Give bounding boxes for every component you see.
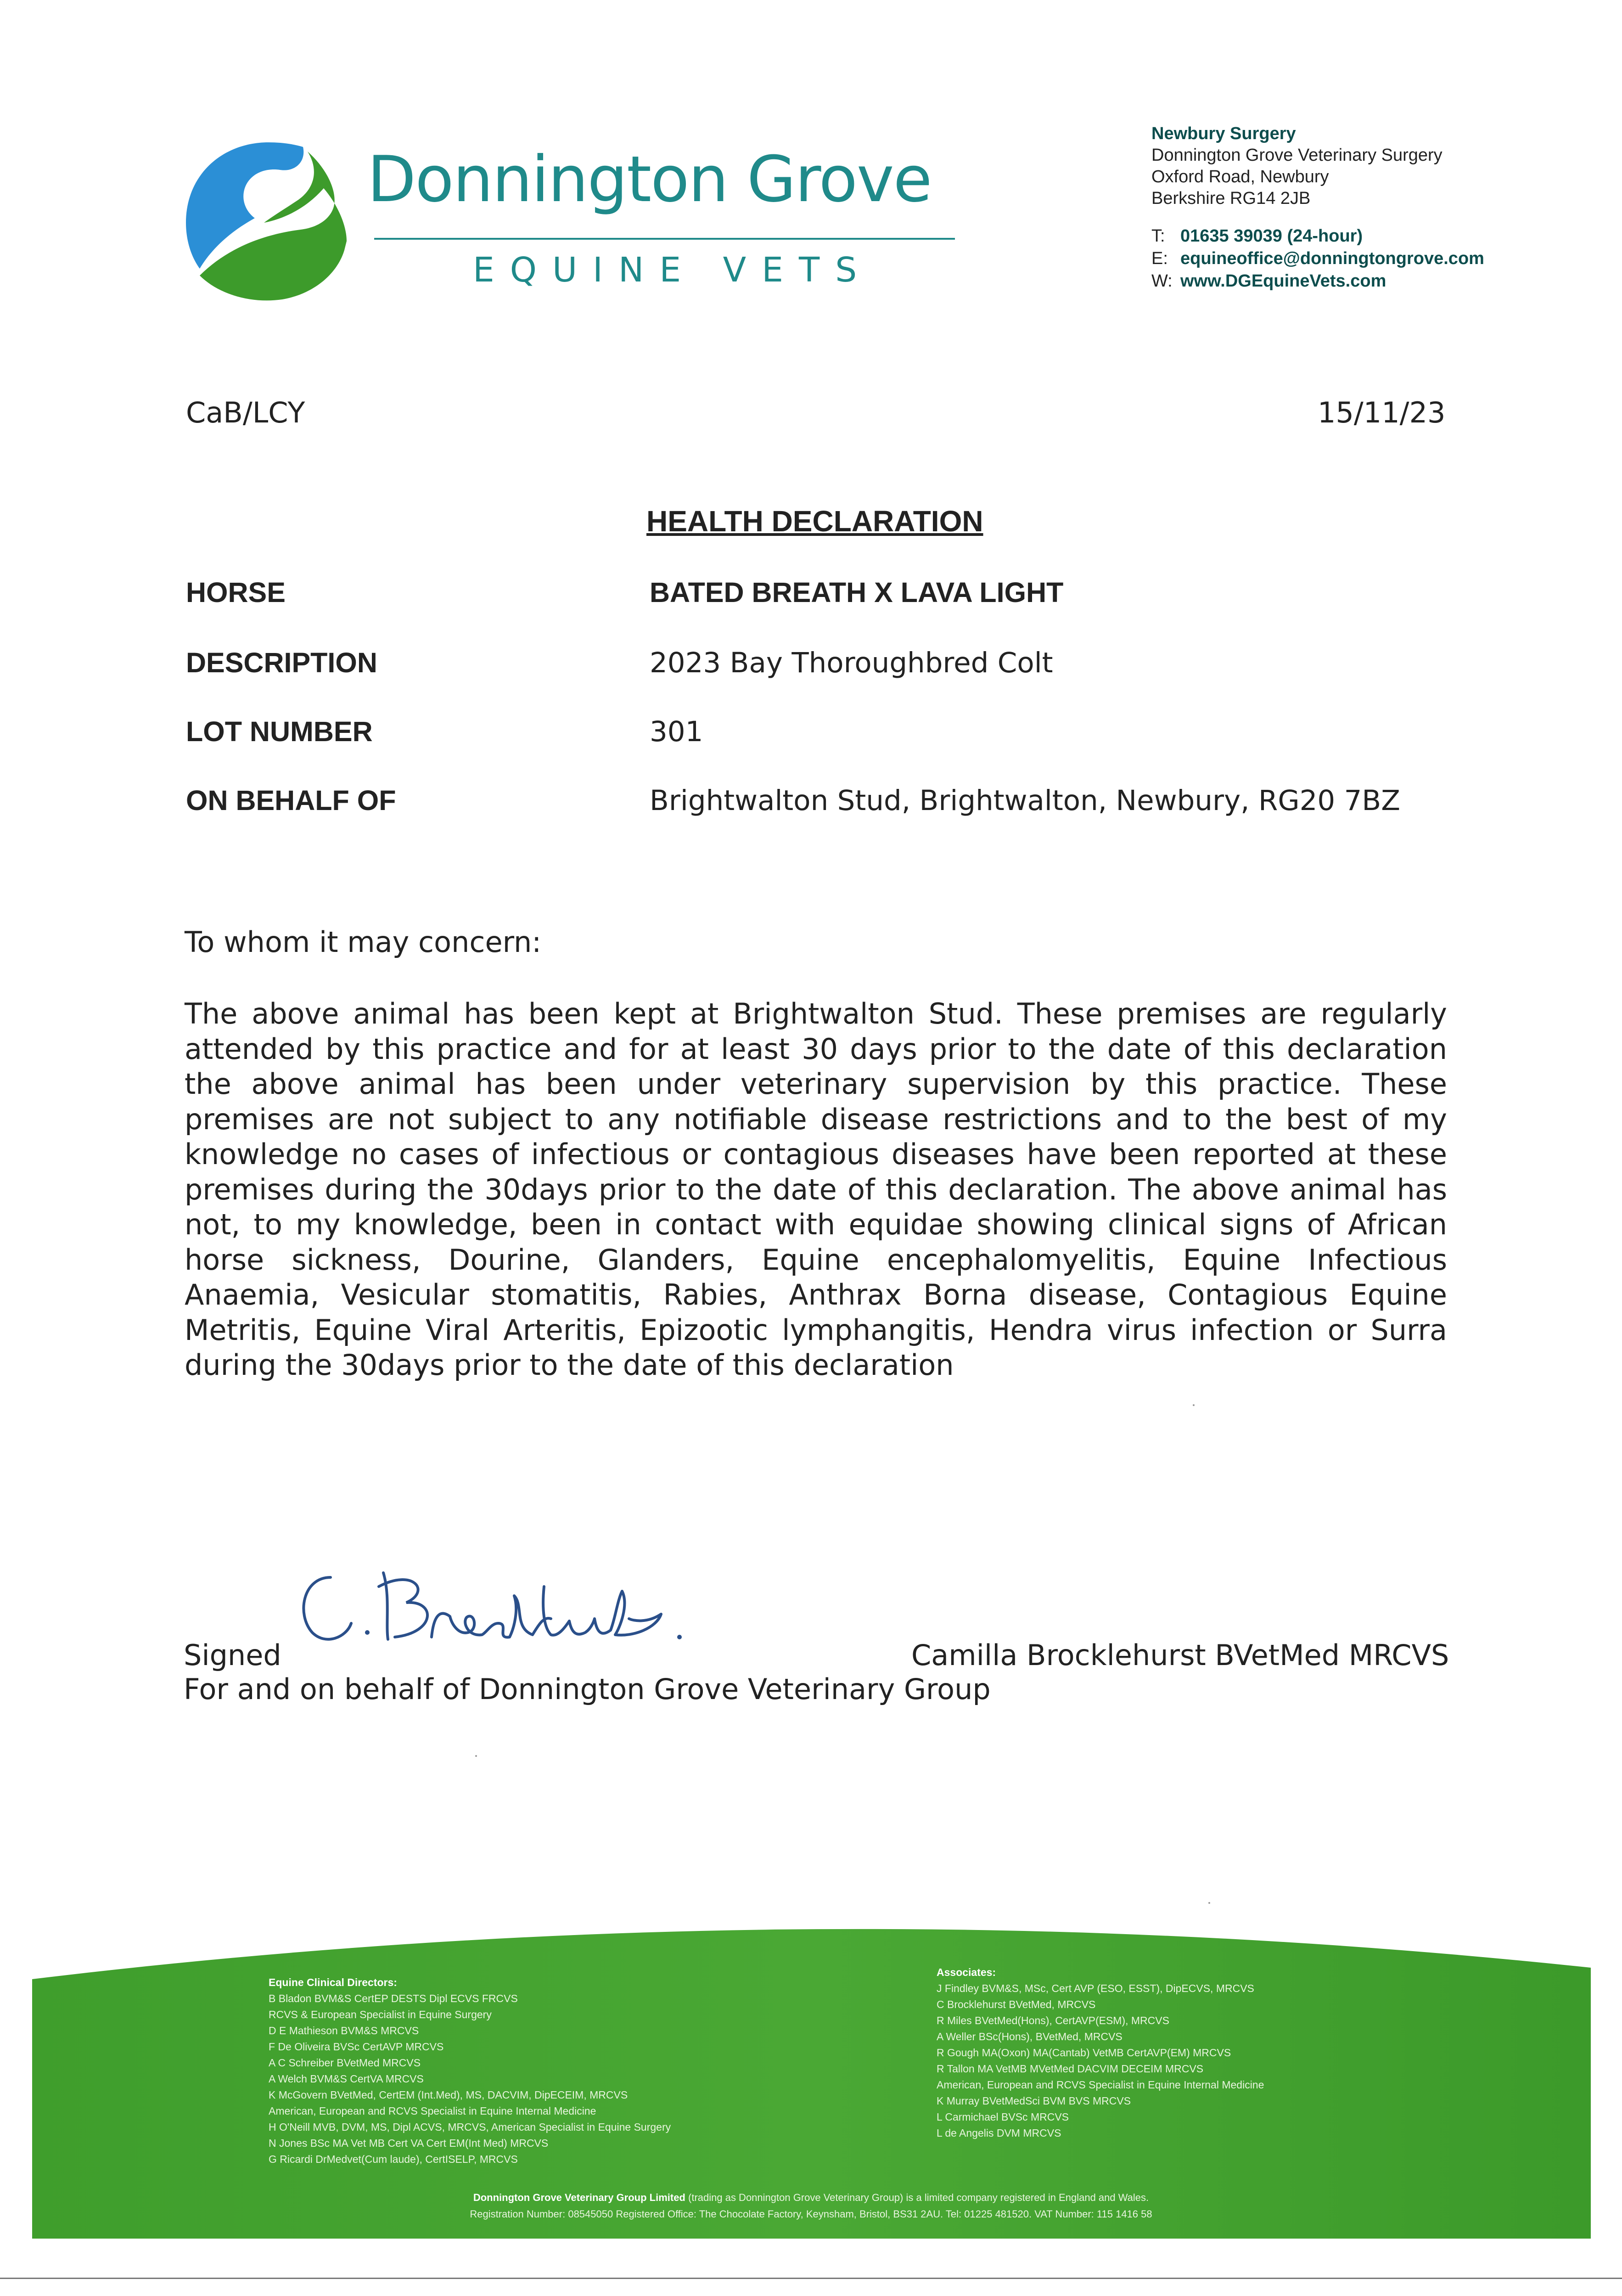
scan-speck <box>475 1755 477 1757</box>
letter-date: 15/11/23 <box>1318 396 1446 429</box>
director-line: F De Oliveira BVSc CertAVP MRCVS <box>269 2041 444 2053</box>
scan-speck <box>1193 1404 1195 1406</box>
associate-line: American, European and RCVS Specialist in Equine Internal Medicine <box>937 2079 1264 2091</box>
surgery-name: Newbury Surgery <box>1151 124 1296 143</box>
email-link[interactable]: equineoffice@donningtongrove.com <box>1180 249 1484 268</box>
contact-details <box>1151 225 1484 293</box>
page-bottom-rule <box>0 2278 1622 2279</box>
declaration-body: The above animal has been kept at Brightwalton Stud. These premises are regularly attended by this practice and for at least 30 days prior to the date of this declaration the above animal has been under veterinary supervision by this practice. These premises are not subject to any notifiable disease restrictions and to the best of my knowledge no cases of infectious or contagious diseases have been reported at these premises during the 30days prior to the date of this declaration. The above animal has not, to my knowledge, been in contact with equidae showing clinical signs of African horse sickness, Dourine, Glanders, Equine encephalomyelitis, Equine Infectious Anaemia, Vesicular stomatitis, Rabies, Anthrax Borna disease, Contagious Equine Metritis, Equine Viral Arteritis, Epizootic lymphangitis, Hendra virus infection or Surra during the 30days prior to the date of this declaration <box>185 997 1447 1382</box>
document-title: HEALTH DECLARATION <box>646 505 983 538</box>
registration-line: Registration Number: 08545050 Registered Office: The Chocolate Factory, Keynsham, Bristol, BS31 2AU. Tel: 01225 481520. VAT Number: 115 1416 58 <box>470 2208 1152 2220</box>
phone-label: T: <box>1151 226 1165 246</box>
associate-line: K Murray BVetMedSci BVM BVS MRCVS <box>937 2095 1131 2107</box>
phone-row <box>1151 225 1484 248</box>
website-label: W: <box>1151 271 1173 291</box>
director-line: American, European and RCVS Specialist in Equine Internal Medicine <box>269 2105 596 2117</box>
associates-heading: Associates: <box>937 1966 996 1978</box>
director-line: K McGovern BVetMed, CertEM (Int.Med), MS, DACVIM, DipECEIM, MRCVS <box>269 2089 628 2101</box>
email-row <box>1151 248 1484 270</box>
horse-head-logo-icon <box>186 142 351 301</box>
address-line: Donnington Grove Veterinary Surgery <box>1151 146 1442 165</box>
director-line: G Ricardi DrMedvet(Cum laude), CertISELP, MRCVS <box>269 2153 518 2165</box>
directors-heading: Equine Clinical Directors: <box>269 1976 397 1988</box>
signed-label: Signed <box>184 1638 281 1672</box>
director-line: N Jones BSc MA Vet MB Cert VA Cert EM(Int Med) MRCVS <box>269 2137 549 2149</box>
brand-subtitle: EQUINE VETS <box>473 250 873 290</box>
brand-name: Donnington Grove <box>367 142 932 216</box>
signer-name: Camilla Brocklehurst BVetMed MRCVS <box>911 1638 1449 1672</box>
company-name: Donnington Grove Veterinary Group Limited <box>473 2192 685 2203</box>
field-label-lot-number: LOT NUMBER <box>186 716 373 747</box>
surgery-address <box>1151 123 1442 209</box>
on-behalf-line: For and on behalf of Donnington Grove Veterinary Group <box>184 1672 991 1706</box>
associate-line: L Carmichael BVSc MRCVS <box>937 2111 1069 2123</box>
company-trading: (trading as Donnington Grove Veterinary Group) is a limited company registered in England and Wales. <box>688 2192 1149 2203</box>
director-line: A Welch BVM&S CertVA MRCVS <box>269 2073 424 2085</box>
email-label: E: <box>1151 249 1168 268</box>
field-label-on-behalf-of: ON BEHALF OF <box>186 785 396 816</box>
director-line: RCVS & European Specialist in Equine Surgery <box>269 2009 492 2020</box>
associate-line: C Brocklehurst BVetMed, MRCVS <box>937 1998 1096 2010</box>
directors-list <box>269 1975 671 2167</box>
field-value-on-behalf-of: Brightwalton Stud, Brightwalton, Newbury, RG20 7BZ <box>650 784 1401 817</box>
director-line: A C Schreiber BVetMed MRCVS <box>269 2057 421 2069</box>
letter-footer <box>0 1922 1622 2243</box>
associates-list <box>937 1964 1264 2141</box>
director-line: B Bladon BVM&S CertEP DESTS Dipl ECVS FRCVS <box>269 1992 518 2004</box>
associate-line: A Weller BSc(Hons), BVetMed, MRCVS <box>937 2031 1122 2043</box>
reference-code: CaB/LCY <box>186 396 305 429</box>
website-row <box>1151 270 1484 293</box>
field-value-horse: BATED BREATH X LAVA LIGHT <box>650 577 1064 608</box>
website-link[interactable]: www.DGEquineVets.com <box>1180 271 1386 291</box>
company-info-line <box>0 2192 1622 2204</box>
phone-number[interactable]: 01635 39039 (24-hour) <box>1180 226 1363 246</box>
field-label-horse: HORSE <box>186 577 286 608</box>
address-line: Berkshire RG14 2JB <box>1151 189 1311 208</box>
field-value-lot-number: 301 <box>650 715 703 748</box>
greeting: To whom it may concern: <box>185 925 542 959</box>
field-value-description: 2023 Bay Thoroughbred Colt <box>650 647 1053 679</box>
brand-divider <box>374 238 955 240</box>
associate-line: R Miles BVetMed(Hons), CertAVP(ESM), MRCVS <box>937 2015 1169 2026</box>
associate-line: R Tallon MA VetMB MVetMed DACVIM DECEIM MRCVS <box>937 2063 1204 2075</box>
address-line: Oxford Road, Newbury <box>1151 167 1329 186</box>
associate-line: L de Angelis DVM MRCVS <box>937 2127 1061 2139</box>
director-line: H O'Neill MVB, DVM, MS, Dipl ACVS, MRCVS, American Specialist in Equine Surgery <box>269 2121 671 2133</box>
scan-speck <box>1208 1902 1210 1904</box>
field-label-description: DESCRIPTION <box>186 647 377 678</box>
handwritten-signature <box>294 1559 698 1665</box>
associate-line: J Findley BVM&S, MSc, Cert AVP (ESO, ESST), DipECVS, MRCVS <box>937 1982 1254 1994</box>
associate-line: R Gough MA(Oxon) MA(Cantab) VetMB CertAVP(EM) MRCVS <box>937 2047 1231 2059</box>
director-line: D E Mathieson BVM&S MRCVS <box>269 2025 419 2037</box>
